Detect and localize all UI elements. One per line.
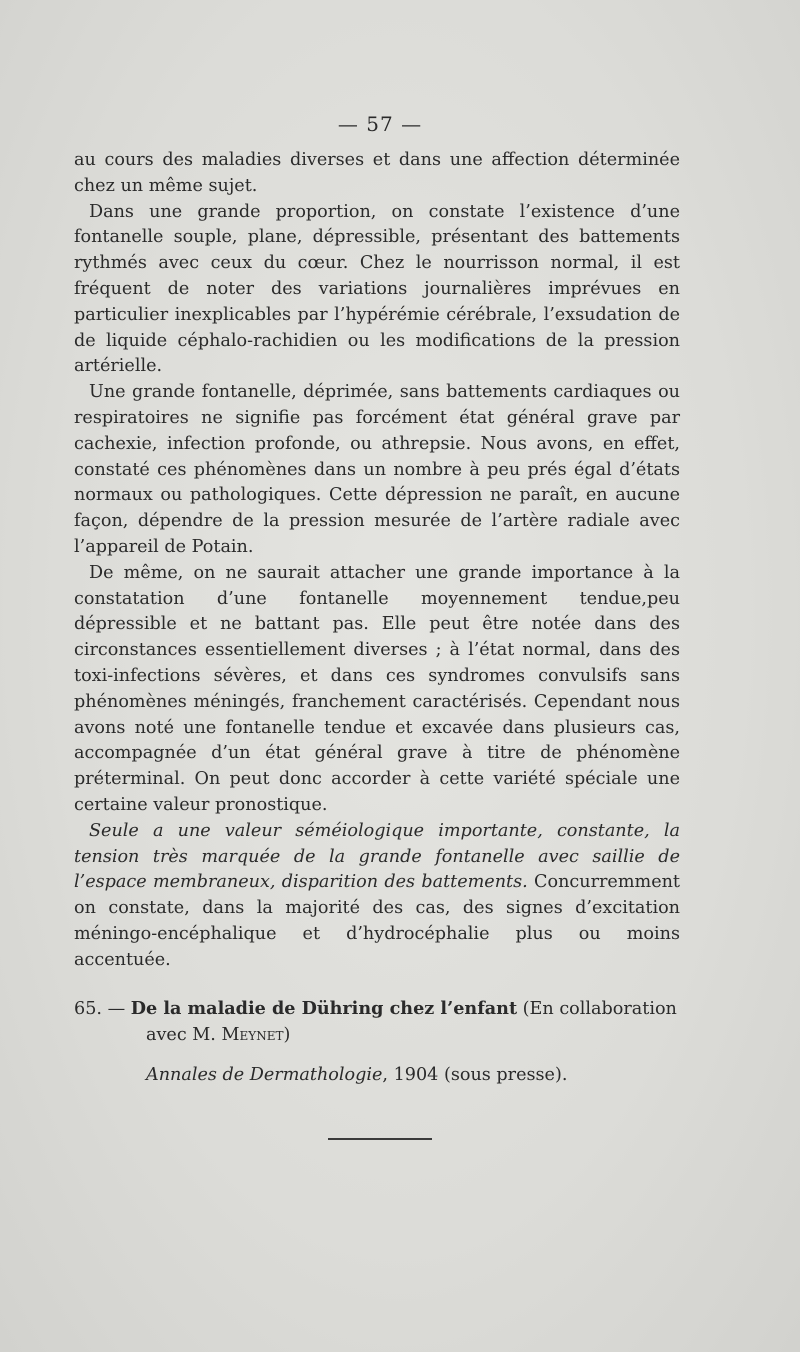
entry-journal-name: Annales de Dermathologie bbox=[146, 1065, 383, 1085]
bibliography-entry bbox=[74, 996, 684, 1088]
entry-number: 65. bbox=[74, 999, 102, 1019]
entry-title: De la maladie de Dühring chez l’enfant bbox=[130, 998, 518, 1019]
paragraph-conclusion bbox=[74, 819, 680, 974]
paragraph-fontanelle-souple: Dans une grande proportion, on constate l’existence d’une fontanelle souple, plane, dépressible, présentant des battements rythmés avec ceux du cœur. Chez le nourrisson normal, il est fréquent de noter des variations journalières imprévues en particulier inexplicables par l’hypérémie cérébrale, l’exsudation de de liquide céphalo-rachidien ou les modifications de la pression artérielle. bbox=[74, 201, 680, 377]
entry-journal-line bbox=[74, 1062, 684, 1088]
entry-collaborator-line bbox=[74, 1022, 684, 1048]
entry-collab-with: avec M. bbox=[146, 1025, 222, 1045]
entry-collab-open: (En collaboration bbox=[517, 999, 677, 1019]
entry-dash: — bbox=[101, 999, 131, 1019]
end-rule bbox=[328, 1138, 432, 1140]
entry-year-status: , 1904 (sous presse). bbox=[382, 1065, 568, 1085]
conclusion-italic: Seule a une valeur séméiologique importante, constante, la tension très marquée de la grande fontanelle avec saillie de l’espace membraneux, disparition des battements. bbox=[74, 820, 680, 893]
entry-collaborator-name: Meynet bbox=[221, 1025, 284, 1045]
body-text bbox=[74, 148, 680, 974]
paragraph-fontanelle-deprimee: Une grande fontanelle, déprimée, sans battements cardiaques ou respiratoires ne signifie pas forcément état général grave par cachexie, infection profonde, ou athrepsie. Nous avons, en effet, constaté ces phénomènes dans un nombre à peu prés égal d’états normaux ou pathologiques. Cette dépression ne paraît, en aucune façon, dépendre de la pression mesurée de l’artère radiale avec l’appareil de Potain. bbox=[74, 382, 680, 557]
entry-heading-line bbox=[74, 996, 684, 1022]
paragraph-fontanelle-tendue: De même, on ne saurait attacher une grande importance à la constatation d’une fontanelle moyennement tendue,peu dépressible et ne battant pas. Elle peut être notée dans des circonstances essentiellement diverses ; à l’état normal, dans des toxi-infections sévères, et dans ces syndromes convulsifs sans phénomènes méningés, franchement caractérisés. Cependant nous avons noté une fontanelle tendue et excavée dans plusieurs cas, accompagnée d’un état général grave à titre de phénomène préterminal. On peut donc accorder à cette variété spéciale une certaine valeur pronostique. bbox=[74, 562, 680, 815]
conclusion-rest: Concurremment on constate, dans la majorité des cas, des signes d’excitation méningo-encéphalique et d’hydrocéphalie plus ou moins accentuée. bbox=[74, 872, 681, 970]
entry-collab-close: ) bbox=[283, 1025, 291, 1045]
paragraph-continuation: au cours des maladies diverses et dans une affection déterminée chez un même sujet. bbox=[74, 150, 680, 196]
page-number: — 57 — bbox=[337, 112, 423, 136]
